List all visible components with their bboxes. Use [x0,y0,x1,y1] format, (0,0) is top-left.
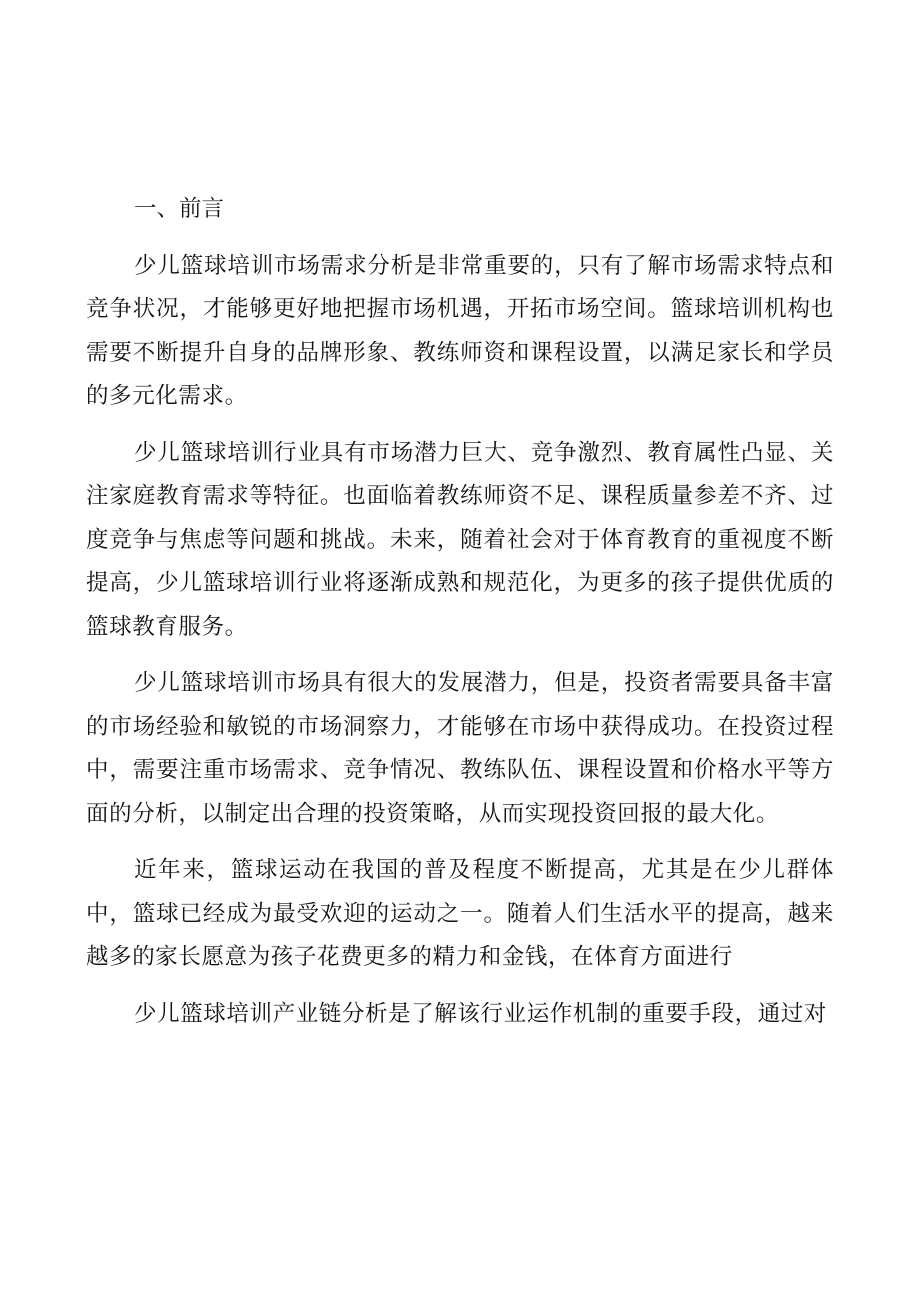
paragraph-5: 少儿篮球培训产业链分析是了解该行业运作机制的重要手段，通过对 [134,1000,828,1027]
paragraph-2: 少儿篮球培训行业具有市场潜力巨大、竞争激烈、教育属性凸显、关注家庭教育需求等特征。也面临着教练师资不足、课程质量参差不齐、过度竞争与焦虑等问题和挑战。未来，随着社会对于体育教育的重视度不断提高，少儿篮球培训行业将逐渐成熟和规范化，为更多的孩子提供优质的篮球教育服务。 [86,439,834,640]
paragraph-1: 少儿篮球培训市场需求分析是非常重要的，只有了解市场需求特点和竞争状况，才能够更好地把握市场机遇，开拓市场空间。篮球培训机构也需要不断提升自身的品牌形象、教练师资和课程设置，以满足家长和学员的多元化需求。 [86,252,834,409]
section-heading: 一、前言 [134,196,225,222]
paragraph-3: 少儿篮球培训市场具有很大的发展潜力，但是，投资者需要具备丰富的市场经验和敏锐的市场洞察力，才能够在市场中获得成功。在投资过程中，需要注重市场需求、竞争情况、教练队伍、课程设置和价格水平等方面的分析，以制定出合理的投资策略，从而实现投资回报的最大化。 [86,670,834,827]
document-body [86,188,834,1049]
paragraph-4: 近年来，篮球运动在我国的普及程度不断提高，尤其是在少儿群体中，篮球已经成为最受欢迎的运动之一。随着人们生活水平的提高，越来越多的家长愿意为孩子花费更多的精力和金钱，在体育方面进行 [86,857,834,970]
